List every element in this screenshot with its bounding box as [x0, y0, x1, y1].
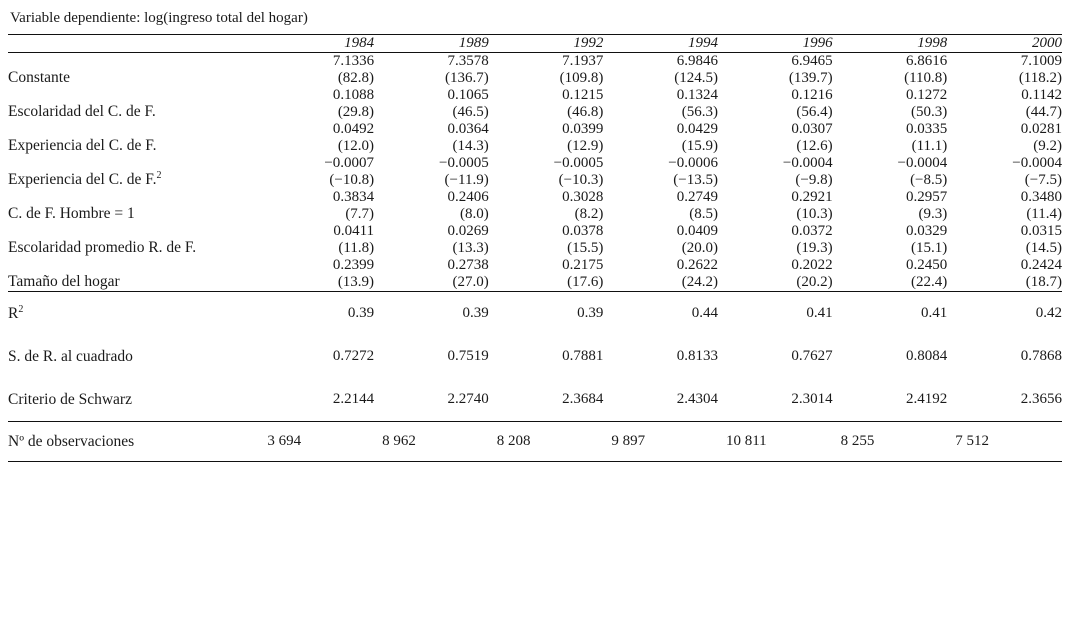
tstat-cell: (12.0): [337, 138, 375, 154]
stat-cell: 0.39: [259, 292, 374, 336]
tstat-cell: (10.3): [796, 206, 833, 222]
column-header-1984: 1984: [259, 35, 374, 53]
table-row: [8, 335, 1062, 378]
stat-cell: 2.2740: [447, 391, 489, 407]
coef-cell: 0.2957: [906, 189, 948, 205]
coef-cell: 0.1142: [1021, 87, 1062, 103]
stat-cell: 0.41: [833, 292, 948, 336]
tstat-cell: (24.2): [681, 274, 718, 290]
tstat-cell: (−9.8): [795, 172, 833, 188]
stat-cell: 2.3656: [1020, 391, 1062, 407]
table-row: [8, 87, 1062, 104]
tstat-cell: (82.8): [337, 70, 375, 86]
row-label-suma-residuos: S. de R. al cuadrado: [8, 348, 133, 365]
stat-cell: 0.41: [718, 292, 833, 336]
coef-cell: 0.0429: [676, 121, 718, 137]
column-header-1996: 1996: [718, 35, 833, 53]
table-caption: Variable dependiente: log(ingreso total del hogar): [10, 10, 308, 26]
tstat-cell: (−10.3): [558, 172, 604, 188]
row-label-schwarz: Criterio de Schwarz: [8, 391, 132, 408]
coef-cell: 0.1272: [906, 87, 948, 103]
coef-cell: 0.1088: [332, 87, 375, 103]
coef-cell: 0.2399: [332, 257, 375, 273]
coef-cell: 0.3834: [332, 189, 375, 205]
coef-cell: 0.0378: [562, 223, 604, 239]
tstat-cell: (−8.5): [910, 172, 948, 188]
column-header-1994: 1994: [603, 35, 718, 53]
coef-cell: 0.2022: [791, 257, 833, 273]
superscript-two: 2: [18, 303, 24, 315]
coef-cell: 0.2175: [562, 257, 604, 273]
coef-cell: 6.9846: [603, 53, 718, 71]
tstat-cell: (8.2): [574, 206, 604, 222]
tstat-cell: (15.9): [681, 138, 718, 154]
tstat-cell: (−11.9): [444, 172, 489, 188]
tstat-cell: (−10.8): [329, 172, 375, 188]
stat-cell: 0.7868: [1020, 348, 1062, 364]
coef-cell: 0.0307: [791, 121, 833, 137]
coef-cell: 0.1065: [447, 87, 489, 103]
table-row: [8, 155, 1062, 172]
tstat-cell: (12.6): [796, 138, 833, 154]
row-label-tamano-hogar: Tamaño del hogar: [8, 273, 120, 290]
table-header-row: [8, 35, 1062, 53]
coef-cell: −0.0004: [782, 155, 833, 171]
coef-cell: 0.0364: [447, 121, 489, 137]
coef-cell: 7.1009: [947, 53, 1062, 71]
stat-cell: 0.7272: [332, 348, 375, 364]
table-row: [8, 189, 1062, 206]
coef-cell: 0.2406: [447, 189, 489, 205]
table-row: [8, 53, 1062, 71]
coef-cell: 0.3480: [1020, 189, 1062, 205]
tstat-cell: (22.4): [911, 274, 948, 290]
column-header-1989: 1989: [374, 35, 489, 53]
table-row: [8, 257, 1062, 274]
column-header-1998: 1998: [833, 35, 948, 53]
coef-cell: 7.1937: [489, 53, 604, 71]
tstat-cell: (20.0): [681, 240, 718, 256]
tstat-cell: (118.2): [1018, 70, 1062, 86]
tstat-cell: (50.3): [911, 104, 948, 120]
coef-cell: −0.0004: [1012, 155, 1062, 171]
tstat-cell: (18.7): [1025, 274, 1062, 290]
regression-table: [8, 34, 1062, 462]
coef-cell: 0.2749: [676, 189, 718, 205]
tstat-cell: (14.3): [452, 138, 489, 154]
coef-cell: 0.0281: [1020, 121, 1062, 137]
coef-cell: 0.2622: [676, 257, 718, 273]
column-header-1992: 1992: [489, 35, 604, 53]
tstat-cell: (13.9): [337, 274, 375, 290]
tstat-cell: (11.8): [338, 240, 375, 256]
tstat-cell: (9.3): [918, 206, 948, 222]
table-head: [8, 35, 1062, 53]
tstat-cell: (56.4): [796, 104, 833, 120]
stat-cell: 0.42: [947, 292, 1062, 336]
tstat-cell: (29.8): [337, 104, 375, 120]
obs-cell: 10 811: [718, 422, 833, 462]
coef-cell: 6.9465: [718, 53, 833, 71]
coef-cell: 0.0315: [1020, 223, 1062, 239]
table-row: [8, 121, 1062, 138]
tstat-cell: (13.3): [452, 240, 489, 256]
obs-cell: 8 255: [833, 422, 948, 462]
tstat-cell: (11.1): [911, 138, 948, 154]
tstat-cell: (109.8): [559, 70, 604, 86]
tstat-cell: (44.7): [1025, 104, 1062, 120]
coef-cell: 0.0269: [447, 223, 489, 239]
tstat-cell: (136.7): [444, 70, 489, 86]
coef-cell: 7.1336: [259, 53, 374, 71]
tstat-cell: (110.8): [904, 70, 948, 86]
column-header-2000: 2000: [947, 35, 1062, 53]
row-label-observaciones: Nº de observaciones: [8, 422, 259, 462]
table-row: [8, 422, 1062, 462]
stat-cell: 0.39: [374, 292, 489, 336]
stat-cell: 0.39: [489, 292, 604, 336]
coef-cell: 6.8616: [833, 53, 948, 71]
row-label-escolaridad-cf: Escolaridad del C. de F.: [8, 103, 156, 120]
row-label-r2: $R^2$: [8, 292, 259, 336]
table-row: [8, 378, 1062, 422]
stat-cell: 2.4304: [676, 391, 718, 407]
tstat-cell: (9.2): [1033, 138, 1062, 154]
coef-cell: 0.2450: [906, 257, 948, 273]
tstat-cell: (19.3): [796, 240, 833, 256]
stat-cell: 0.7519: [447, 348, 489, 364]
tstat-cell: (46.8): [567, 104, 604, 120]
obs-cell: 8 208: [489, 422, 604, 462]
stat-cell: 2.4192: [906, 391, 948, 407]
row-label-escolaridad-promedio: Escolaridad promedio R. de F.: [8, 239, 197, 256]
row-label-hombre: C. de F. Hombre = 1: [8, 205, 135, 222]
coef-cell: −0.0005: [553, 155, 604, 171]
coef-cell: 0.2921: [791, 189, 833, 205]
table-row: [8, 223, 1062, 240]
stat-cell: 2.2144: [332, 391, 375, 407]
row-label-experiencia-cf-sq: Experiencia del C. de F.$^2$: [8, 169, 162, 188]
column-header-variable: [8, 35, 259, 53]
obs-cell: 8 962: [374, 422, 489, 462]
table-row: [8, 292, 1062, 336]
tstat-cell: (15.1): [911, 240, 948, 256]
tstat-cell: (−13.5): [673, 172, 718, 188]
coef-cell: 0.0329: [906, 223, 948, 239]
table-body: [8, 53, 1062, 462]
coef-cell: −0.0005: [438, 155, 489, 171]
obs-cell: 9 897: [603, 422, 718, 462]
coef-cell: 7.3578: [374, 53, 489, 71]
superscript-two: 2: [156, 169, 162, 181]
tstat-cell: (7.7): [345, 206, 375, 222]
coef-cell: 0.0492: [332, 121, 375, 137]
tstat-cell: (15.5): [567, 240, 604, 256]
coef-cell: 0.2424: [1020, 257, 1062, 273]
tstat-cell: (11.4): [1026, 206, 1062, 222]
coef-cell: 0.0335: [906, 121, 948, 137]
row-label-experiencia-cf: Experiencia del C. de F.: [8, 137, 157, 154]
coef-cell: 0.1215: [562, 87, 604, 103]
obs-cell: 3 694: [259, 422, 374, 462]
coef-cell: 0.1324: [676, 87, 718, 103]
tstat-cell: (27.0): [452, 274, 489, 290]
row-label-constante: Constante: [8, 53, 259, 88]
stat-cell: 2.3014: [791, 391, 833, 407]
stat-cell: 0.7881: [562, 348, 604, 364]
stat-cell: 2.3684: [562, 391, 604, 407]
coef-cell: 0.2738: [447, 257, 489, 273]
tstat-cell: (139.7): [788, 70, 833, 86]
coef-cell: 0.0409: [676, 223, 718, 239]
tstat-cell: (8.5): [689, 206, 718, 222]
tstat-cell: (12.9): [567, 138, 604, 154]
coef-cell: 0.0411: [333, 223, 375, 239]
coef-cell: 0.0399: [562, 121, 604, 137]
tstat-cell: (8.0): [459, 206, 489, 222]
stat-cell: 0.7627: [791, 348, 833, 364]
coef-cell: −0.0004: [897, 155, 948, 171]
stat-cell: 0.44: [603, 292, 718, 336]
coef-cell: 0.0372: [791, 223, 833, 239]
tstat-cell: (−7.5): [1024, 172, 1062, 188]
tstat-cell: (56.3): [681, 104, 718, 120]
coef-cell: 0.3028: [562, 189, 604, 205]
coef-cell: 0.1216: [791, 87, 833, 103]
coef-cell: −0.0006: [668, 155, 718, 171]
tstat-cell: (14.5): [1025, 240, 1062, 256]
stat-cell: 0.8084: [906, 348, 948, 364]
tstat-cell: (124.5): [674, 70, 718, 86]
obs-cell: 7 512: [947, 422, 1062, 462]
tstat-cell: (46.5): [452, 104, 489, 120]
tstat-cell: (20.2): [796, 274, 833, 290]
tstat-cell: (17.6): [567, 274, 604, 290]
stat-cell: 0.8133: [676, 348, 718, 364]
coef-cell: −0.0007: [324, 155, 375, 171]
